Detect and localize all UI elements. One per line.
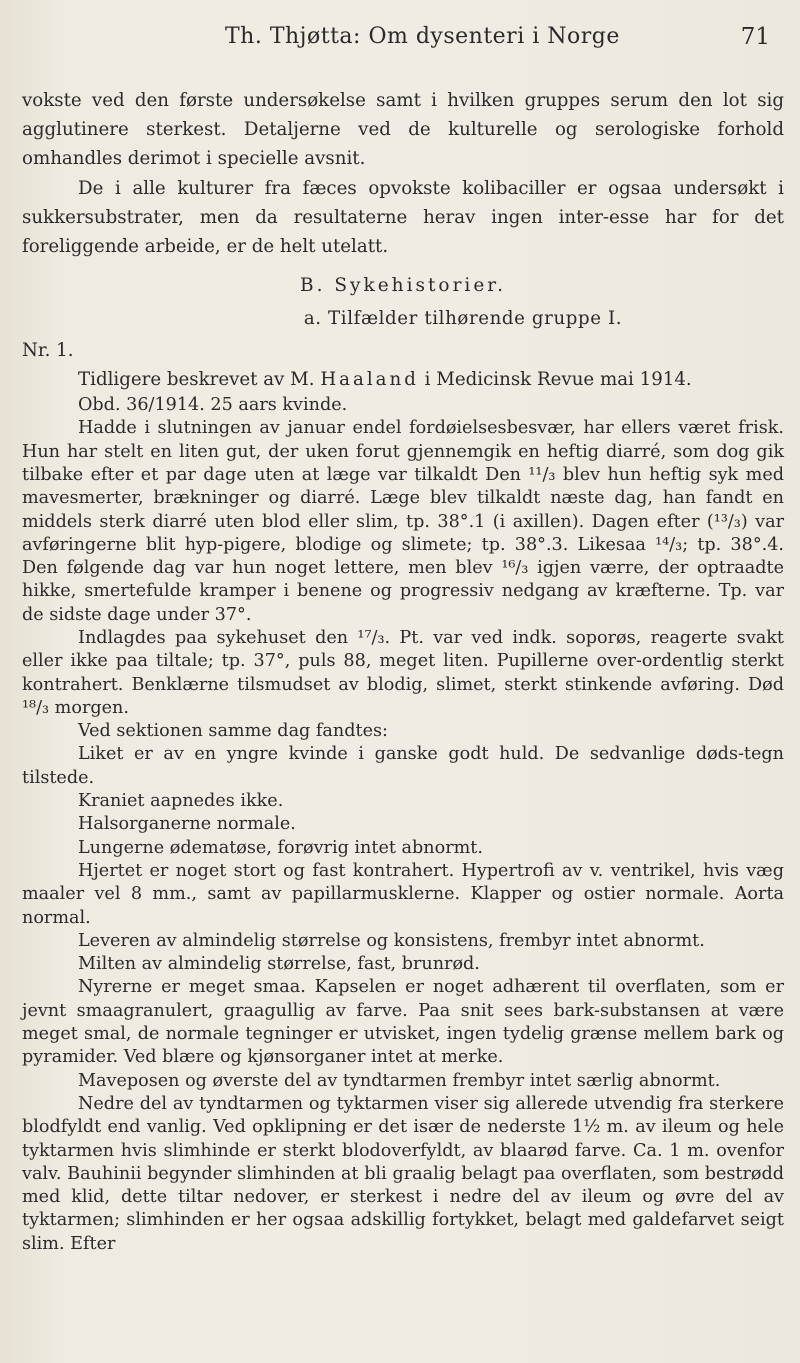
reference-suffix: i Medicinsk Revue mai 1914. [418,368,692,390]
page-number: 71 [740,24,770,50]
finding-liver: Leveren av almindelig størrelse og konsistens, frembyr intet abnormt. [78,930,705,951]
group-heading: a. Tilfælder tilhørende gruppe I. [303,308,623,330]
finding-intestines: Nedre del av tyndtarmen og tyktarmen viser sig allerede utvendig fra sterkere blodfyldt end vanlig. Ved opklipning er det især de nederste 1½ m. av ileum og hele tyktarmen hvis slimhinde er sterkt blodoverfyldt, av blaarød farve. Ca. 1 m. ovenfor valv. Bauhinii begynder slimhinden at bli graalig belagt paa overflaten, som bestrødd med klid, dette tiltar nedover, er sterkest i nedre del av ileum og øvre del av tyktarmen; slimhinden er her ogsaa adskillig fortykket, belagt med galdefarvet seigt slim. Efter [22,1093,784,1254]
finding-heart: Hjertet er noget stort og fast kontrahert. Hypertrofi av v. ventrikel, hvis væg maaler vel 8 mm., samt av papillarmusklerne. Klapper og ostier normale. Aorta normal. [22,860,784,928]
reference-prefix: Tidligere beskrevet av M. [78,368,321,390]
finding-kidneys: Nyrerne er meget smaa. Kapselen er noget adhærent til overflaten, som er jevnt smaagranulert, graagullig av farve. Paa snit sees bark-substansen at være meget smal, de normale tegninger er utvisket, ingen tydelig grænse mellem bark og pyramider. Ved blære og kjønsorganer intet at merke. [22,977,784,1068]
reference-author: Haaland [320,368,419,390]
finding-stomach: Maveposen og øverste del av tyndtarmen frembyr intet særlig abnormt. [78,1070,721,1091]
body-text [22,86,784,1256]
intro-paragraph-1: vokste ved den første undersøkelse samt i hvilken gruppes serum den lot sig agglutinere sterkest. Detaljerne ved de kulturelle og serologiske forhold omhandles derimot i specielle avsnit. [22,90,784,170]
running-title: Th. Thjøtta: Om dysenteri i Norge [225,24,620,49]
finding-skull: Kraniet aapnedes ikke. [78,791,284,812]
section-heading: B. Sykehistorier. [300,275,506,297]
running-header [0,16,800,56]
finding-spleen: Milten av almindelig størrelse, fast, brunrød. [78,954,480,975]
finding-body: Liket er av en yngre kvinde i ganske godt huld. De sedvanlige døds-tegn tilstede. [22,744,784,788]
case-previous-reference [22,365,784,394]
finding-neck: Halsorganerne normale. [78,814,296,835]
finding-lungs: Lungerne ødematøse, forøvrig intet abnormt. [78,837,483,858]
case-obd: Obd. 36/1914. 25 aars kvinde. [78,395,348,416]
case-number: Nr. 1. [22,339,74,361]
autopsy-intro: Ved sektionen samme dag fandtes: [78,721,388,742]
case-admission: Indlagdes paa sykehuset den ¹⁷/₃. Pt. var ved indk. soporøs, reagerte svakt eller ikke paa tiltale; tp. 37°, puls 88, meget liten. Pupillerne over-ordentlig sterkt kontrahert. Benklærne tilsmudset av blodig, slimet, sterkt stinkende avføring. Død ¹⁸/₃ morgen. [22,628,784,718]
intro-paragraph-2: De i alle kulturer fra fæces opvokste kolibaciller er ogsaa undersøkt i sukkersubstrater, men da resultaterne herav ingen inter-esse har for det foreliggende arbeide, er de helt utelatt. [22,177,784,258]
case-report [22,394,784,1256]
case-history: Hadde i slutningen av januar endel fordøielsesbesvær, har ellers været frisk. Hun har stelt en liten gut, der uken forut gjennemgik en heftig diarré, som dog gik tilbake efter et par dage uten at læge var tilkaldt Den ¹¹/₃ blev hun heftig syk med mavesmerter, brækninger og diarré. Læge blev tilkaldt næste dag, han fandt en middels sterk diarré uten blod eller slim, tp. 38°.1 (i axillen). Dagen efter (¹³/₃) var avføringerne blit hyp-pigere, blodige og slimete; tp. 38°.3. Likesaa ¹⁴/₃; tp. 38°.4. Den følgende dag var hun noget lettere, men blev ¹⁶/₃ igjen værre, der optraadte hikke, smertefulde kramper i benene og progressiv nedgang av kræfterne. Tp. var de sidste dage under 37°. [22,418,784,625]
